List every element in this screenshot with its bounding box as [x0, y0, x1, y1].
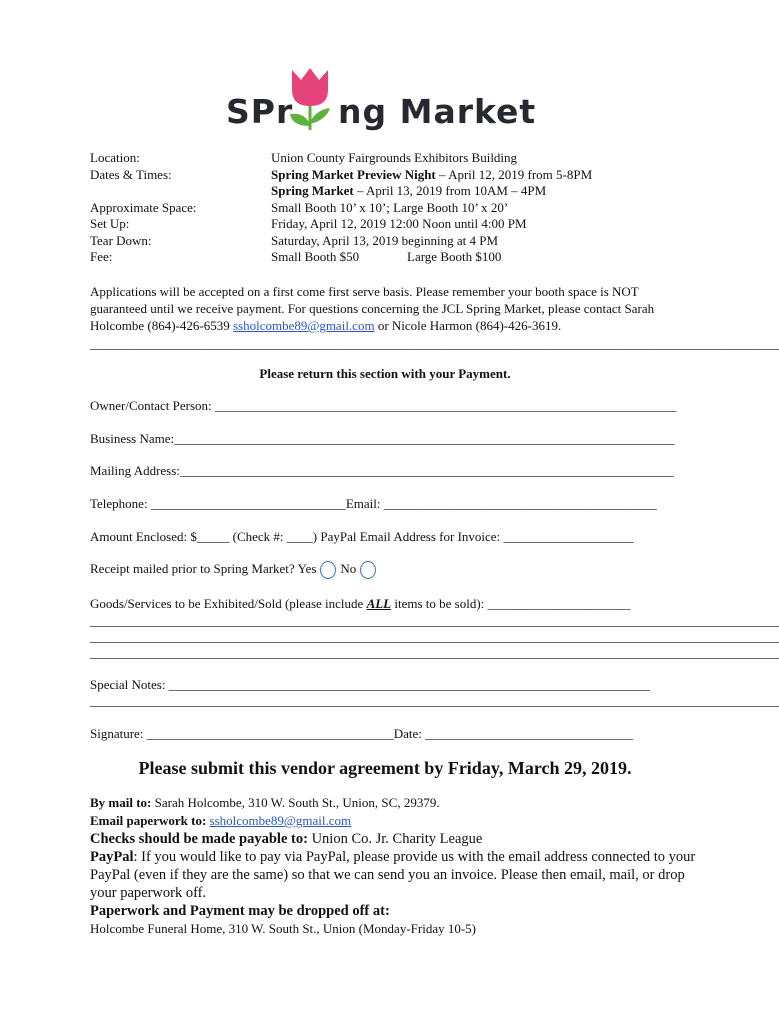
- preview-night-time: – April 12, 2019 from 5-8PM: [435, 166, 593, 182]
- goods-field[interactable]: Goods/Services to be Exhibited/Sold (please include ALL items to be sold): ______________________: [90, 596, 631, 611]
- location-label: Location:: [90, 150, 140, 165]
- check-label: (Check #:: [229, 529, 287, 544]
- no-label: No: [340, 561, 357, 576]
- goods-all-emphasis: ALL: [366, 596, 392, 611]
- paragraph-text: Applications will be accepted on a first come first serve basis. Please remember your booth space is NOT guaranteed until we receive payment. For questions concerning the JCL Spring Market, please contact Sarah Holcombe (864)-426-6539: [90, 284, 655, 333]
- dropoff-label: Paperwork and Payment may be dropped off at:: [90, 903, 390, 919]
- amount-label: Amount Enclosed: $: [90, 529, 197, 544]
- owner-field[interactable]: Owner/Contact Person: _______________________________________________________________________: [90, 398, 677, 413]
- return-section-heading: Please return this section with your Payment.: [259, 366, 511, 381]
- email-label: Email:: [345, 496, 384, 511]
- dates-label: Dates & Times:: [90, 166, 172, 182]
- setup-label: Set Up:: [90, 216, 130, 231]
- logo-text-right: ng Market: [338, 92, 537, 131]
- fee-label: Fee:: [90, 249, 113, 264]
- submit-deadline-heading: Please submit this vendor agreement by Friday, March 29, 2019.: [138, 758, 632, 778]
- paypal-email-label: ) PayPal Email Address for Invoice:: [312, 529, 504, 544]
- signature-date-field[interactable]: Signature: ______________________________________Date: ________________________________: [90, 726, 634, 741]
- paypal-label: PayPal: [90, 849, 134, 865]
- teardown-value: Saturday, April 13, 2019 beginning at 4 PM: [271, 232, 499, 248]
- special-notes-label: Special Notes:: [90, 677, 169, 692]
- special-notes-field[interactable]: Special Notes: __________________________________________________________________________: [90, 677, 650, 692]
- owner-label: Owner/Contact Person:: [90, 398, 215, 413]
- receipt-label: Receipt mailed prior to Spring Market?: [90, 561, 295, 576]
- space-value: Small Booth 10’ x 10’; Large Booth 10’ x 20’: [271, 199, 509, 215]
- goods-label: Goods/Services to be Exhibited/Sold (please include: [90, 596, 367, 611]
- business-name-field[interactable]: Business Name:_____________________________________________________________________________: [90, 431, 675, 446]
- dropoff-location: Holcombe Funeral Home, 310 W. South St., Union (Monday-Friday 10-5): [90, 921, 476, 936]
- application-paragraph: [90, 283, 690, 334]
- paragraph-text-end: or Nicole Harmon (864)-426-3619.: [374, 318, 562, 333]
- mail-label: By mail to:: [90, 795, 152, 810]
- mail-address: Sarah Holcombe, 310 W. South St., Union, SC, 29379.: [151, 795, 440, 810]
- divider-line: __________________________________________________________________________________________________________: [90, 336, 779, 351]
- no-radio[interactable]: [360, 561, 376, 579]
- email-paperwork-label: Email paperwork to:: [90, 813, 207, 828]
- checks-label: Checks should be made payable to:: [90, 831, 308, 847]
- teardown-label: Tear Down:: [90, 232, 152, 248]
- yes-radio[interactable]: [320, 561, 336, 579]
- goods-line-3[interactable]: __________________________________________________________________________________________________________: [90, 645, 779, 660]
- mailing-address-label: Mailing Address:: [90, 463, 180, 478]
- location-value: Union County Fairgrounds Exhibitors Building: [271, 150, 518, 165]
- setup-value: Friday, April 12, 2019 12:00 Noon until 4:00 PM: [271, 216, 527, 231]
- mailing-address-field[interactable]: Mailing Address:____________________________________________________________________________: [90, 463, 674, 478]
- checks-payee: Union Co. Jr. Charity League: [307, 831, 483, 847]
- receipt-field: [90, 561, 380, 579]
- market-day-value: [271, 183, 546, 200]
- yes-label: Yes: [297, 561, 317, 576]
- contact-email-link[interactable]: ssholcombe89@gmail.com: [232, 318, 375, 333]
- telephone-email-field[interactable]: Telephone: ______________________________Email: __________________________________________: [90, 496, 657, 511]
- goods-label-end: items to be sold):: [391, 596, 488, 611]
- business-name-label: Business Name:: [90, 431, 175, 446]
- market-day-title: Spring Market: [271, 183, 354, 198]
- preview-night-title: Spring Market Preview Night: [271, 166, 436, 182]
- paperwork-email-link[interactable]: ssholcombe89@gmail.com: [209, 813, 352, 828]
- paypal-instructions: : If you would like to pay via PayPal, please provide us with the email address connected to your PayPal (even if they are the same) so that we can send you an invoice. Please then email, mail, or drop your paperwork off.: [90, 849, 696, 901]
- market-day-time: – April 13, 2019 from 10AM – 4PM: [353, 183, 547, 198]
- signature-label: Signature:: [90, 726, 147, 741]
- payment-instructions: [90, 794, 700, 938]
- space-label: Approximate Space:: [90, 199, 197, 215]
- telephone-label: Telephone:: [90, 496, 151, 511]
- tulip-icon: [284, 66, 336, 134]
- preview-night-value: [271, 167, 592, 184]
- fee-large: Large Booth $100: [407, 249, 502, 264]
- goods-line-1[interactable]: __________________________________________________________________________________________________________: [90, 613, 779, 628]
- special-notes-line[interactable]: __________________________________________________________________________________________________________: [90, 693, 779, 708]
- date-label: Date:: [393, 726, 426, 741]
- logo-text-left: SPr: [226, 92, 294, 131]
- goods-line-2[interactable]: __________________________________________________________________________________________________________: [90, 629, 779, 644]
- amount-field[interactable]: Amount Enclosed: $_____ (Check #: ____) PayPal Email Address for Invoice: ____________________: [90, 529, 634, 544]
- spring-market-logo: [226, 64, 546, 136]
- fee-small: Small Booth $50: [271, 249, 360, 264]
